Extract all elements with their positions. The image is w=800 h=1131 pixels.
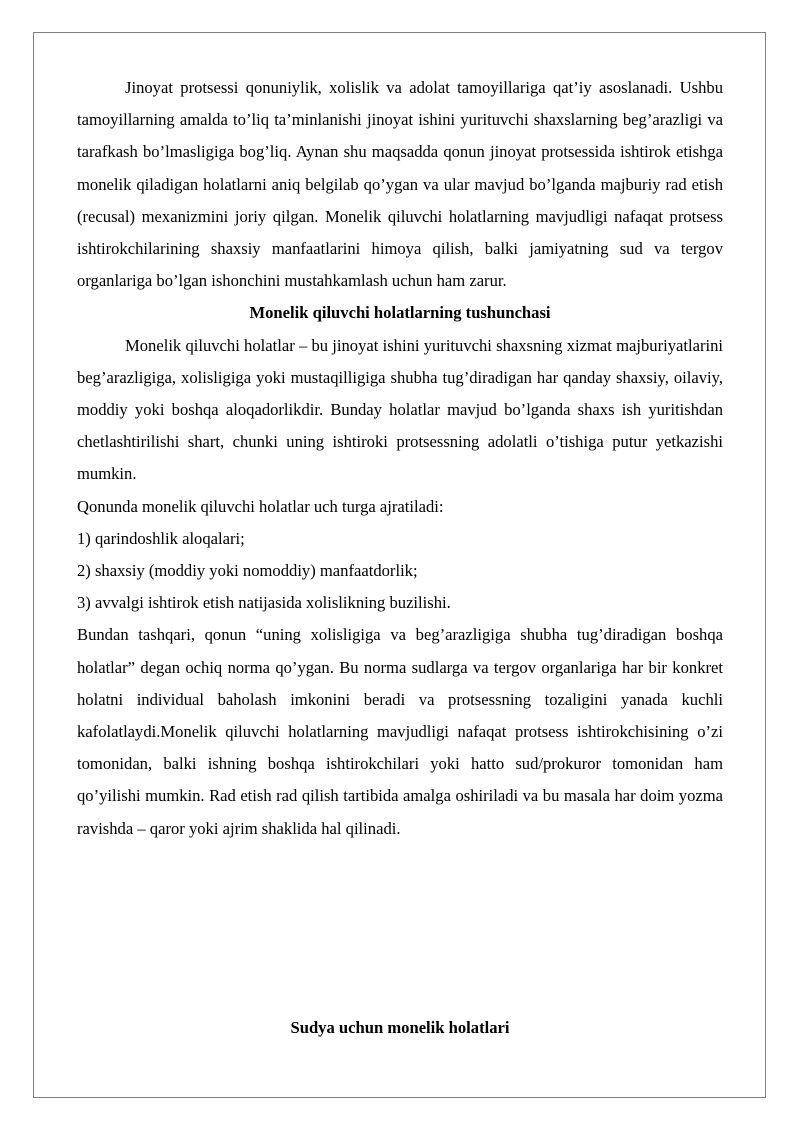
next-section-heading: Sudya uchun monelik holatlari — [290, 1018, 510, 1037]
list-item: 3) avvalgi ishtirok etish natijasida xolislikning buzilishi. — [77, 593, 451, 613]
section-heading: Monelik qiluvchi holatlarning tushunchasi — [249, 303, 551, 323]
list-intro: Qonunda monelik qiluvchi holatlar uch turga ajratiladi: — [77, 496, 444, 516]
intro-paragraph: Jinoyat protsessi qonuniylik, xolislik va adolat tamoyillariga qat’iy asoslanadi. Ushbu tamoyillarning amalda to’liq ta’minlanishi jinoyat ishini yurituvchi shaxslarning beg’arazligi va tarafkash bo’lmasligiga bog’liq. Aynan shu maqsadda qonun jinoyat protsessida ishtirok etishga monelik qiladigan holatlarni aniq belgilab qo’ygan va ular mavjud bo’lganda majburiy rad etish (recusal) mexanizmini joriy qilgan. Monelik qiluvchi holatlarning mavjudligi nafaqat protsess ishtirokchilarining shaxsiy manfaatlarini himoya qilish, balki jamiyatning sud va tergov organlariga bo’lgan ishonchini mustahkamlash uchun ham zarur. — [77, 78, 723, 291]
document-body — [77, 72, 723, 845]
list-item: 1) qarindoshlik aloqalari; — [77, 528, 245, 548]
definition-paragraph: Monelik qiluvchi holatlar – bu jinoyat ishini yurituvchi shaxsning xizmat majburiyatlarini beg’arazligiga, xolisligiga yoki mustaqilligiga shubha tug’diradigan har qanday shaxsiy, oilaviy, moddiy yoki boshqa aloqadorlikdir. Bunday holatlar mavjud bo’lganda shaxs ish yuritishdan chetlashtirilishi shart, chunki uning ishtiroki protsessning adolatli o’tishiga putur yetkazishi mumkin. — [77, 335, 723, 484]
list-item: 2) shaxsiy (moddiy yoki nomoddiy) manfaatdorlik; — [77, 561, 418, 581]
closing-paragraph: Bundan tashqari, qonun “uning xolisligiga va beg’arazligiga shubha tug’diradigan boshqa holatlar” degan ochiq norma qo’ygan. Bu norma sudlarga va tergov organlariga har bir konkret holatni individual baholash imkonini beradi va protsessning tozaligini yanada kuchli kafolatlaydi.Monelik qiluvchi holatlarning mavjudligi nafaqat protsess ishtirokchisining o’zi tomonidan, balki ishning boshqa ishtirokchilari yoki hatto sud/prokuror tomonidan ham qo’yilishi mumkin. Rad etish rad qilish tartibida amalga oshiriladi va bu masala har doim yozma ravishda – qaror yoki ajrim shaklida hal qilinadi. — [77, 625, 723, 838]
